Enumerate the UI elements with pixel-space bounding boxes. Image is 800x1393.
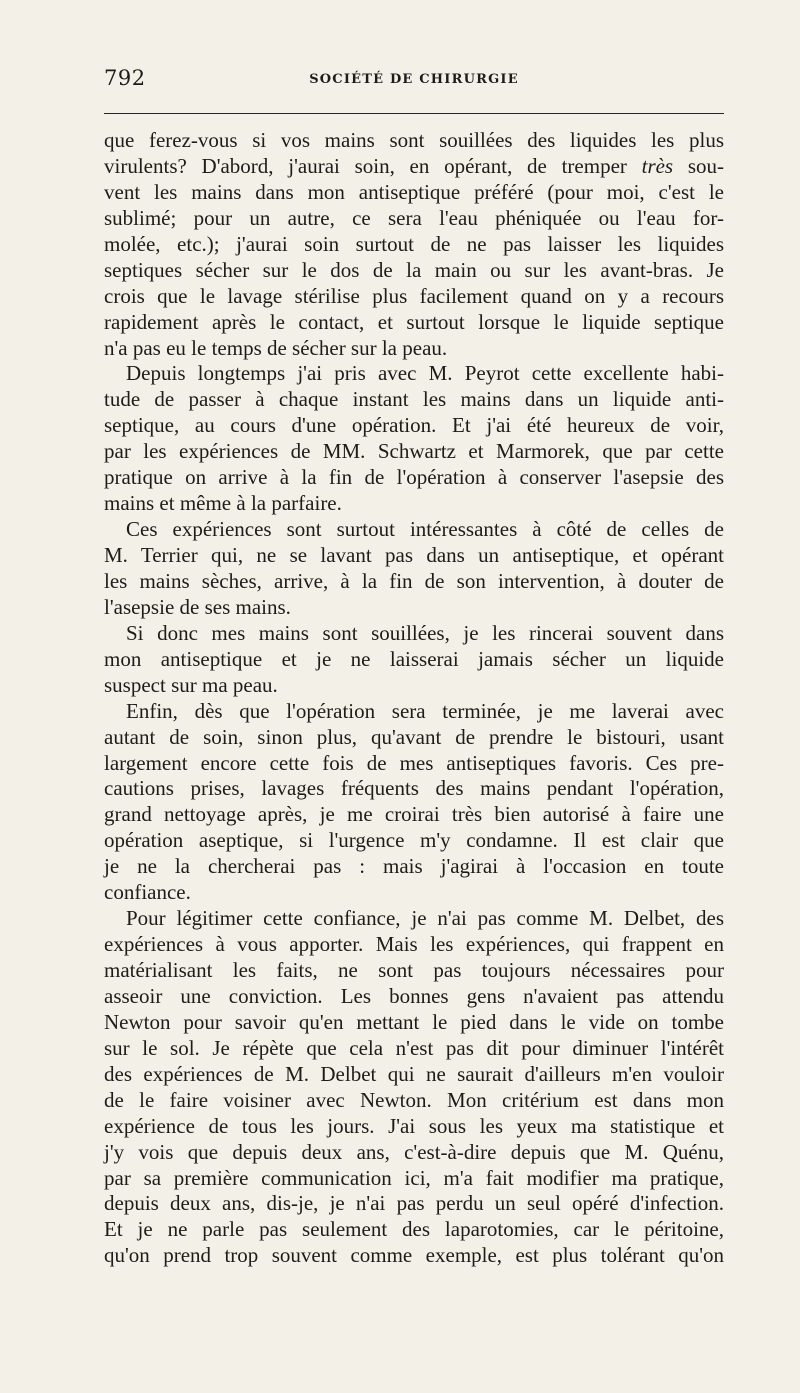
text-fragment: virulents? D'abord, j'aurai soin, en opérant, de tremper	[104, 153, 642, 178]
text-line: cautions prises, lavages fréquents des mains pendant l'opération,	[104, 776, 724, 801]
text-line	[104, 154, 724, 180]
text-line: septiques sécher sur le dos de la main ou sur les avant-bras. Je	[104, 257, 724, 282]
text-line: de le faire voisiner avec Newton. Mon critérium est dans mon	[104, 1087, 724, 1112]
text-line: molée, etc.); j'aurai soin surtout de ne pas laisser les liquides	[104, 231, 724, 256]
paragraph-start-line: Si donc mes mains sont souillées, je les rincerai souvent dans	[126, 620, 724, 645]
text-line: par les expériences de MM. Schwartz et Marmorek, que par cette	[104, 439, 724, 464]
text-line: asseoir une conviction. Les bonnes gens n'avaient pas attendu	[104, 983, 724, 1008]
text-line: largement encore cette fois de mes antiseptiques favoris. Ces pre-	[104, 750, 724, 775]
text-line: rapidement après le contact, et surtout lorsque le liquide septique	[104, 309, 724, 334]
text-line: mains et même à la parfaire.	[104, 491, 342, 516]
text-line: septique, au cours d'une opération. Et j'ai été heureux de voir,	[104, 413, 724, 438]
text-line: des expériences de M. Delbet qui ne saurait d'ailleurs m'en vouloir	[104, 1061, 724, 1086]
text-line: matérialisant les faits, ne sont pas toujours nécessaires pour	[104, 958, 724, 982]
page-header	[104, 66, 724, 96]
text-line: expérience de tous les jours. J'ai sous les yeux ma statistique et	[104, 1113, 724, 1138]
text-line: n'a pas eu le temps de sécher sur la peau.	[104, 335, 448, 360]
text-line: mon antiseptique et je ne laisserai jamais sécher un liquide	[104, 646, 724, 671]
text-line: les mains sèches, arrive, à la fin de son intervention, à douter de	[104, 568, 724, 593]
text-line: autant de soin, sinon plus, qu'avant de prendre le bistouri, usant	[104, 724, 724, 749]
text-line: Et je ne parle pas seulement des laparotomies, car le péritoine,	[104, 1217, 724, 1242]
page-number: 792	[104, 66, 146, 90]
text-line: que ferez-vous si vos mains sont souillées des liquides les plus	[104, 128, 724, 152]
text-line: opération aseptique, si l'urgence m'y condamne. Il est clair que	[104, 828, 724, 853]
text-line: grand nettoyage après, je me croirai très bien autorisé à faire une	[104, 802, 724, 827]
text-line: confiance.	[104, 880, 191, 905]
text-line: j'y vois que depuis deux ans, c'est-à-dire depuis que M. Quénu,	[104, 1139, 724, 1164]
text-line: expériences à vous apporter. Mais les expériences, qui frappent en	[104, 932, 724, 957]
text-line: vent les mains dans mon antiseptique préféré (pour moi, c'est le	[104, 179, 724, 204]
running-title: SOCIÉTÉ DE CHIRURGIE	[309, 72, 519, 87]
text-line: je ne la chercherai pas : mais j'agirai à l'occasion en toute	[104, 854, 724, 879]
text-line: par sa première communication ici, m'a fait modifier ma pratique,	[104, 1165, 724, 1190]
text-line: l'asepsie de ses mains.	[104, 594, 291, 619]
text-line: M. Terrier qui, ne se lavant pas dans un antiseptique, et opérant	[104, 543, 724, 567]
paragraph-start-line: Ces expériences sont surtout intéressantes à côté de celles de	[126, 517, 724, 542]
paragraph-start-line: Enfin, dès que l'opération sera terminée, je me laverai avec	[126, 698, 724, 723]
text-fragment: sou-	[673, 153, 724, 178]
text-line: sur le sol. Je répète que cela n'est pas dit pour diminuer l'intérêt	[104, 1035, 724, 1060]
text-line: suspect sur ma peau.	[104, 672, 278, 697]
text-line: pratique on arrive à la fin de l'opération à conserver l'asepsie des	[104, 465, 724, 490]
text-line: Newton pour savoir qu'en mettant le pied dans le vide on tombe	[104, 1009, 724, 1034]
text-line: depuis deux ans, dis-je, je n'ai pas perdu un seul opéré d'infection.	[104, 1191, 724, 1216]
paragraph-start-line: Depuis longtemps j'ai pris avec M. Peyrot cette excellente habi-	[126, 361, 724, 386]
paragraph-start-line: Pour légitimer cette confiance, je n'ai pas comme M. Delbet, des	[126, 906, 724, 931]
body-text	[104, 128, 724, 1269]
text-line: tude de passer à chaque instant les mains dans un liquide anti-	[104, 387, 724, 412]
italic-word: très	[641, 153, 674, 178]
text-line: crois que le lavage stérilise plus facilement quand on y a recours	[104, 283, 724, 308]
text-line: qu'on prend trop souvent comme exemple, est plus tolérant qu'on	[104, 1243, 724, 1268]
header-rule	[104, 113, 724, 114]
text-line: sublimé; pour un autre, ce sera l'eau phéniquée ou l'eau for-	[104, 205, 724, 230]
